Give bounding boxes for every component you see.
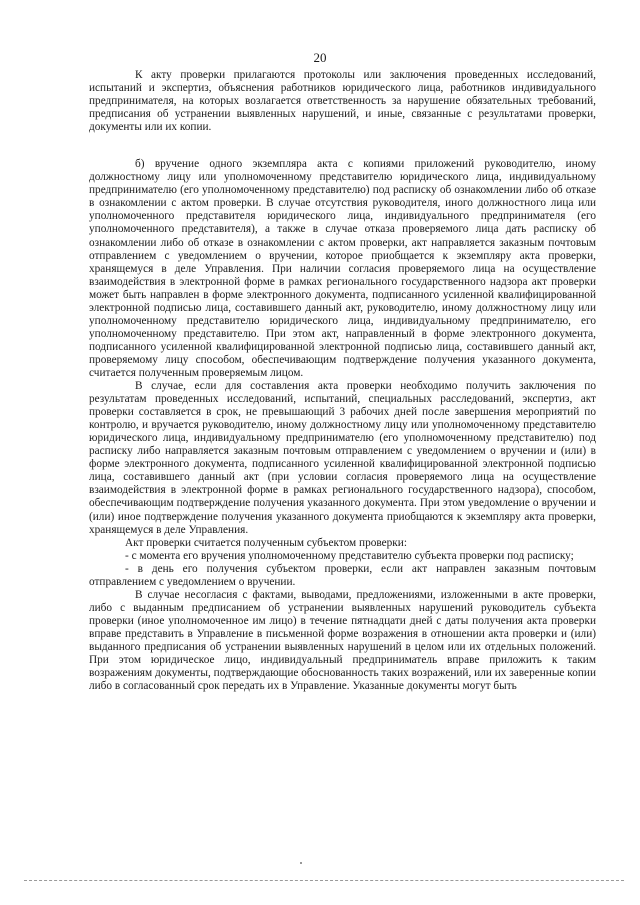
page-body [89, 69, 596, 693]
page-number: 20 [313, 50, 327, 65]
paragraph-delivery: б) вручение одного экземпляра акта с копиями приложений руководителю, иному должностному лицу или уполномоченному представителю юридического лица, индивидуальному предпринимателю (его уполномоченному представителю) под расписку об ознакомлении либо об отказе в ознакомлении с актом проверки. В случае отсутствия руководителя, иного должностного лица или уполномоченного представителя юридического лица, индивидуального предпринимателя (его уполномоченного представителя), а также в случае отказа проверяемого лица дать расписку об ознакомлении либо об отказе в ознакомлении с актом проверки, акт направляется заказным почтовым отправлением с уведомлением о вручении, которое приобщается к экземпляру акта проверки, хранящемуся в деле Управления. При наличии согласия проверяемого лица на осуществление взаимодействия в электронной форме в рамках регионального государственного надзора акт проверки может быть направлен в форме электронного документа, подписанного усиленной квалифицированной электронной подписью лица, составившего данный акт, руководителю, иному должностному лицу или уполномоченному представителю юридического лица, индивидуальному предпринимателю, его уполномоченному представителю. При этом акт, направленный в форме электронного документа, подписанного усиленной квалифицированной электронной подписью лица, составившего данный акт, проверяемому лицу способом, обеспечивающим подтверждение получения указанного документа, считается полученным проверяемым лицом. [89, 158, 596, 379]
list-item-handover: - с момента его вручения уполномоченному представителю субъекта проверки под расписку; [125, 549, 574, 562]
paragraph-conclusions: В случае, если для составления акта проверки необходимо получить заключения по результатам проведенных исследований, испытаний, специальных расследований, экспертиз, акт проверки составляется в срок, не превышающий 3 рабочих дней после завершения мероприятий по контролю, и вручается руководителю, иному должностному лицу или уполномоченному представителю юридического лица, индивидуальному предпринимателю (его уполномоченному представителю) под расписку либо направляется заказным почтовым отправлением с уведомлением о вручении и (или) в форме электронного документа, подписанного усиленной квалифицированной электронной подписью лица, составившего данный акт (при условии согласия проверяемого лица на осуществление взаимодействия в электронной форме в рамках регионального государственного надзора), способом, обеспечивающим подтверждение получения указанного документа. При этом уведомление о вручении и (или) иное подтверждение получения указанного документа приобщаются к экземпляру акта проверки, хранящемуся в деле Управления. [89, 380, 596, 536]
paragraph-objections: В случае несогласия с фактами, выводами, предложениями, изложенными в акте проверки, либо с выданным предписанием об устранении выявленных нарушений руководитель субъекта проверки (иное уполномоченное им лицо) в течение пятнадцати дней с даты получения акта проверки вправе представить в Управление в письменной форме возражения в отношении акта проверки и (или) выданного предписания об устранении выявленных нарушений в целом или их отдельных положений. При этом юридическое лицо, индивидуальный предприниматель вправе приложить к таким возражениям документы, подтверждающие обоснованность таких возражений, или их заверенные копии либо в согласованный срок передать их в Управление. Указанные документы могут быть [89, 588, 596, 693]
paragraph-received-heading: Акт проверки считается полученным субъектом проверки: [125, 536, 407, 549]
paragraph-attachments: К акту проверки прилагаются протоколы или заключения проведенных исследований, испытаний и экспертиз, объяснения работников юридического лица, работников индивидуального предпринимателя, на которых возлагается ответственность за нарушение обязательных требований, предписания об устранении выявленных нарушений, и иные, связанные с результатами проверки, документы или их копии. [89, 69, 596, 134]
list-item-mail: - в день его получения субъектом проверки, если акт направлен заказным почтовым отправлением с уведомлением о вручении. [89, 562, 596, 588]
scan-speck [300, 862, 302, 864]
scan-edge-line [24, 880, 624, 881]
